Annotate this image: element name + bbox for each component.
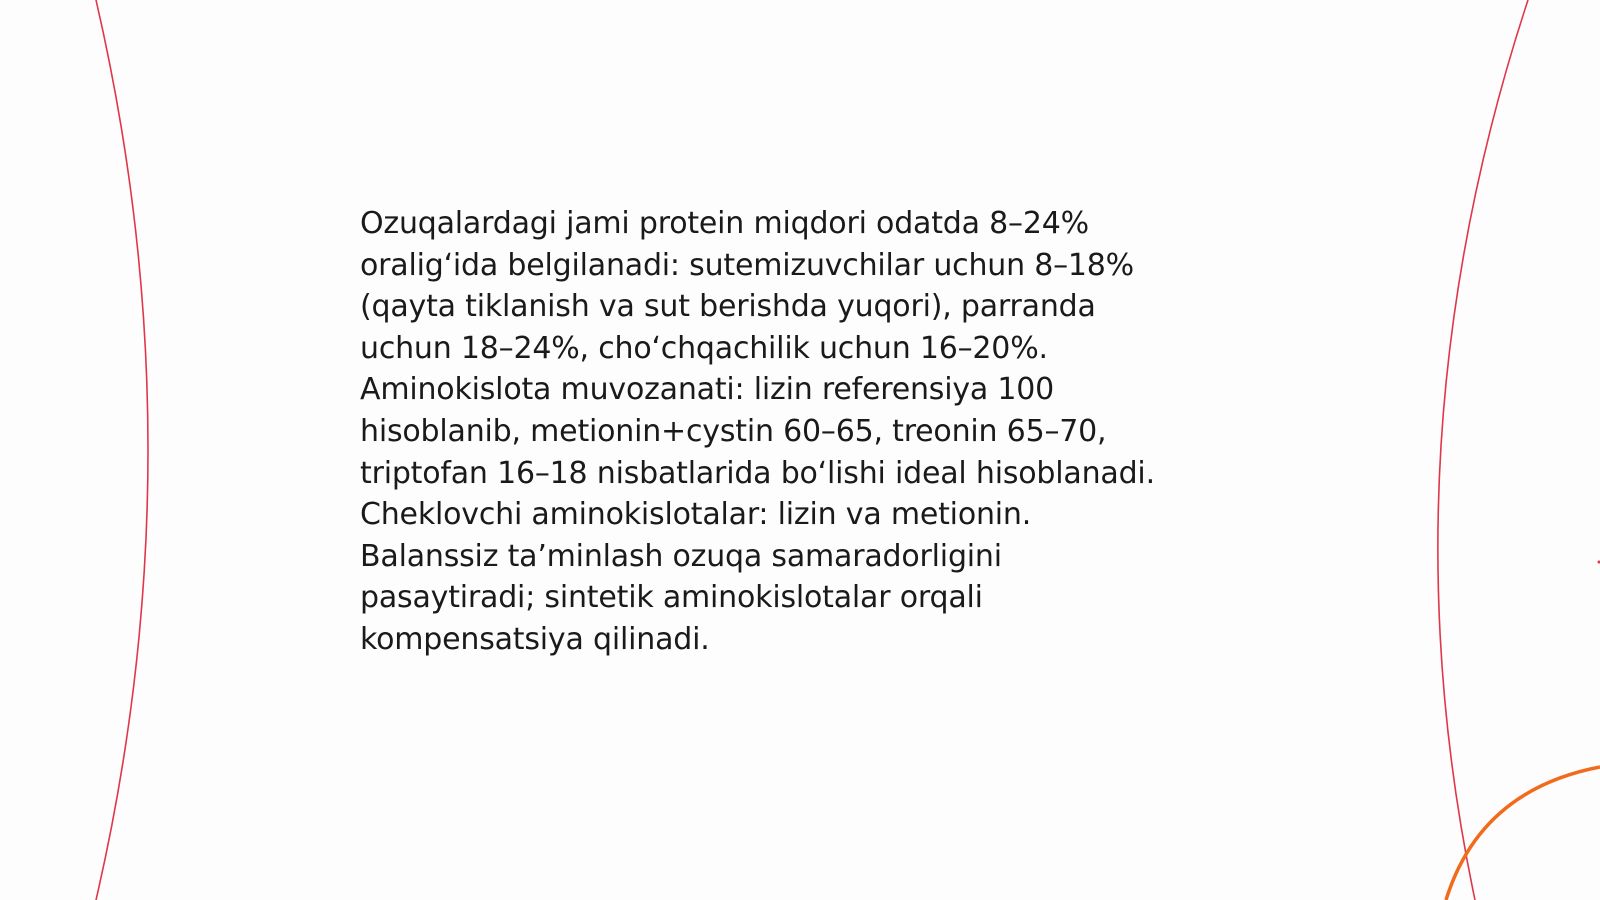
body-text bbox=[360, 203, 1240, 661]
text-line: Ozuqalardagi jami protein miqdori odatda 8–24% bbox=[360, 206, 1089, 241]
text-line: pasaytiradi; sintetik aminokislotalar orqali bbox=[360, 580, 983, 616]
text-line: triptofan 16–18 nisbatlarida bo‘lishi ideal hisoblanadi. bbox=[360, 455, 1155, 491]
text-line: hisoblanib, metionin+cystin 60–65, treonin 65–70, bbox=[360, 413, 1107, 449]
text-line: uchun 18–24%, cho‘chqachilik uchun 16–20%. bbox=[360, 330, 1048, 366]
text-line: Aminokislota muvozanati: lizin referensiya 100 bbox=[360, 372, 1055, 408]
bottom-right-orange-arc bbox=[1446, 767, 1600, 900]
text-line: kompensatsiya qilinadi. bbox=[360, 621, 710, 657]
text-line: Cheklovchi aminokislotalar: lizin va metionin. bbox=[360, 497, 1032, 533]
text-line: Balanssiz ta’minlash ozuqa samaradorligini bbox=[360, 538, 1002, 574]
text-line: (qayta tiklanish va sut berishda yuqori), parranda bbox=[360, 289, 1096, 325]
left-arc bbox=[96, 0, 148, 900]
right-arc bbox=[1438, 0, 1528, 900]
text-line: oralig‘ida belgilanadi: sutemizuvchilar uchun 8–18% bbox=[360, 247, 1134, 283]
